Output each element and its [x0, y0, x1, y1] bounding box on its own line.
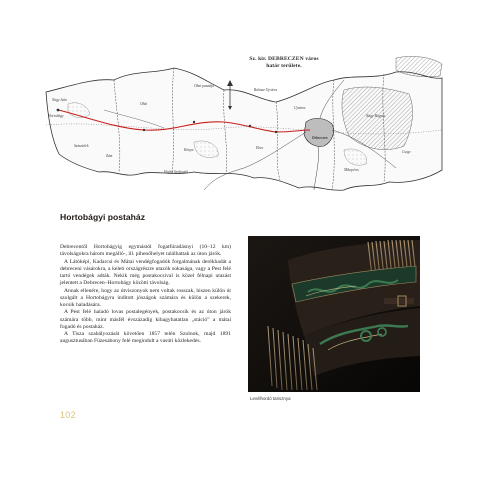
map-label: Nagy Hegyes — [366, 114, 386, 118]
map-label: Csege — [402, 150, 411, 154]
map-label: Zám — [106, 154, 113, 158]
map-label: Balmaz Ujváros — [254, 88, 278, 92]
body-text — [60, 244, 231, 346]
mailbag-illustration — [248, 236, 420, 392]
map-label: Nagy Iván — [52, 98, 67, 102]
mailbag-photo — [248, 236, 420, 392]
paragraph: A Pest felé haladó lovas postalegények, postakocsik és az úton járók számára több, mint másfél évszázadig kihagyhatatlan „stáció” a mátai fogadó és postaház. — [60, 309, 231, 330]
map-label: Debreczen — [312, 136, 328, 140]
photo-caption: Levélhordó tarisznya — [250, 396, 291, 401]
page-number: 102 — [60, 410, 76, 420]
section-heading: Hortobágyi postaház — [60, 212, 145, 222]
map-title — [229, 56, 339, 69]
paragraph: Debrecentől Hortobágyig egymástól fogatfúradásnyi (10–12 km) távolságokra három megálló-, ill. pihenőhelyet találhattak az úton járók. — [60, 244, 231, 258]
map-label: Ujváros — [294, 106, 306, 110]
map-title-line1: Sz. kir. DEBRECZEN város — [249, 56, 319, 62]
paragraph: A Látóképi, Kadarcsi és Mátai vendégfogadók forgalmának derékhadát a debreceni vásárokra, a keleti országrészre utazók sokasága, vagy a Pest felé tartó vendégek adták. Nekik még postakocsival is közel félnapi utazást jelentett a Debrecen–Hortobágy közötti távolság. — [60, 258, 231, 287]
map-label: Ohat pusztája — [194, 84, 215, 88]
map-label: Szásztelek — [74, 144, 89, 148]
map-label: Mikepércs — [344, 168, 359, 172]
paragraph: A Tisza szabályozását követően 1857 telén Szolnok, majd 1891 augusztusában Füzesabony felé megindult a vasúti közlekedés. — [60, 331, 231, 345]
map-label: Ebes — [256, 146, 263, 150]
map-label: Hortobágy — [48, 114, 64, 118]
map-label: Ohát — [140, 102, 148, 106]
map-drawing — [44, 50, 444, 200]
historical-map — [44, 50, 444, 200]
map-title-line2: határ területe. — [266, 62, 302, 69]
map-label: Kónya — [184, 148, 194, 152]
paragraph: Annak ellenére, hogy az útviszonyok nem voltak rosszak, hiszen külön út szolgált a Hortobágyra indított jószágok számára és külön a szekerek, kocsik haladására. — [60, 287, 231, 308]
map-label: Hajdu Szoboszló — [164, 170, 189, 174]
